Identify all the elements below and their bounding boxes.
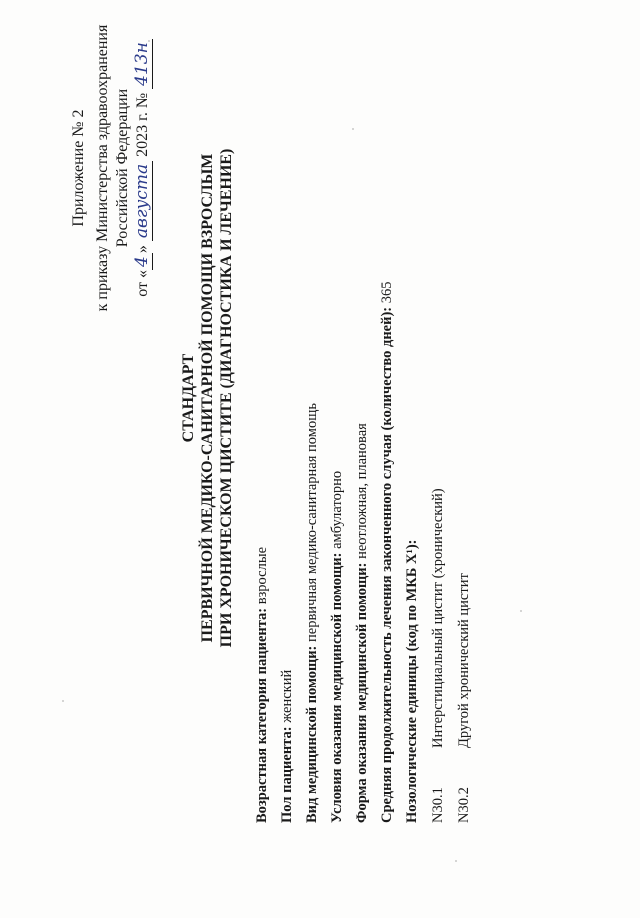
icd-name: Другой хронический цистит — [456, 573, 472, 748]
scan-speck — [520, 610, 522, 612]
icd-name: Интерстициальный цистит (хронический) — [430, 488, 446, 748]
icd-code: N30.1 — [430, 787, 446, 823]
document-title-line2: ПЕРВИЧНОЙ МЕДИКО-САНИТАРНОЙ ПОМОЩИ ВЗРОСЛЫМ — [199, 153, 216, 643]
scan-speck — [148, 40, 150, 42]
field-value: 365 — [379, 281, 395, 307]
field-care-form — [355, 423, 370, 823]
field-care-type — [305, 403, 320, 823]
scan-speck — [455, 860, 457, 862]
date-prefix: от « — [134, 270, 151, 297]
field-label: Условия оказания медицинской помощи: — [329, 552, 345, 823]
field-label: Возрастная категория пациента: — [254, 607, 270, 823]
field-care-conditions — [330, 471, 345, 823]
field-label: Вид медицинской помощи: — [304, 645, 320, 823]
field-label: Форма оказания медицинской помощи: — [354, 562, 370, 823]
field-value: женский — [279, 669, 295, 727]
field-treatment-duration — [380, 282, 395, 824]
appendix-number: Приложение № 2 — [70, 109, 87, 227]
field-label: Нозологические единицы (код по МКБ X¹): — [404, 539, 420, 823]
field-value: взрослые — [254, 546, 270, 608]
appendix-date-line — [134, 0, 153, 338]
document-title-line3: ПРИ ХРОНИЧЕСКОМ ЦИСТИТЕ (ДИАГНОСТИКА И ЛЕЧЕНИЕ) — [218, 148, 235, 648]
field-value: первичная медико-санитарная помощь — [304, 403, 320, 646]
field-label: Средняя продолжительность лечения законченного случая (количество дней): — [379, 306, 395, 823]
handwritten-order-number: 413н — [134, 39, 153, 89]
document-title-standard: СТАНДАРТ — [180, 353, 197, 443]
field-label: Пол пациента: — [279, 726, 295, 823]
scan-speck — [62, 700, 64, 702]
field-patient-sex — [280, 670, 295, 823]
appendix-order-line: к приказу Министерства здравоохранения — [94, 24, 111, 312]
appendix-federation-line: Российской Федерации — [114, 88, 131, 248]
field-nosological-units — [405, 540, 420, 824]
field-value: неотложная, плановая — [354, 423, 370, 563]
date-year: 2023 г. № — [134, 92, 151, 157]
date-mid: » — [134, 245, 151, 254]
scan-speck — [352, 128, 354, 130]
field-value: амбулаторно — [329, 470, 345, 553]
field-age-category — [255, 547, 270, 823]
icd-code: N30.2 — [456, 787, 472, 823]
handwritten-day: 4 — [134, 253, 153, 270]
handwritten-month: августа — [134, 161, 153, 241]
